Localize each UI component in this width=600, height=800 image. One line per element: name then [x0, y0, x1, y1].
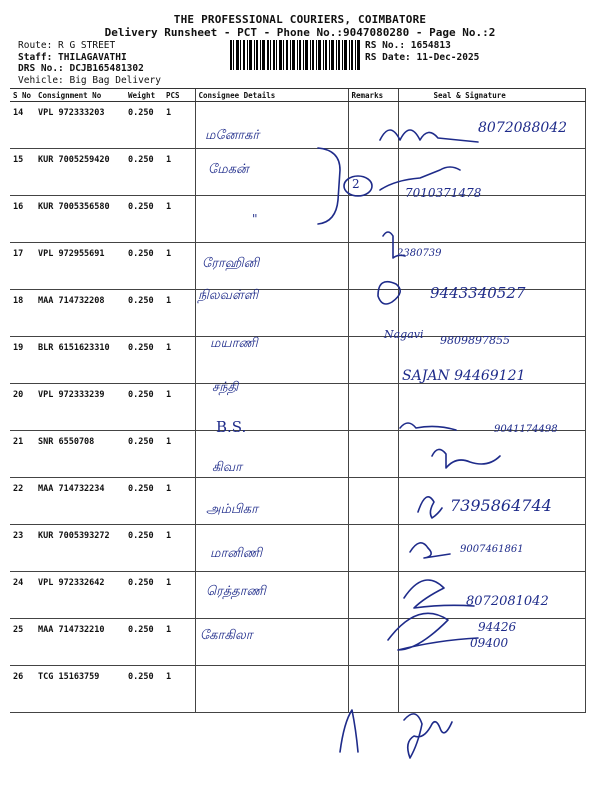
cell-pcs: 1: [163, 619, 195, 666]
cell-sno: 26: [10, 666, 35, 713]
cell-pcs: 1: [163, 572, 195, 619]
cell-sno: 19: [10, 337, 35, 384]
cell-consignee: [195, 666, 348, 713]
cell-pcs: 1: [163, 384, 195, 431]
table-row: [10, 666, 585, 713]
cell-sno: 25: [10, 619, 35, 666]
hw-name-14: மனோகர்: [205, 128, 260, 143]
cell-pcs: 1: [163, 243, 195, 290]
header-left-block: [18, 40, 161, 86]
route-text: Route: R G STREET: [18, 40, 116, 51]
cell-sno: 18: [10, 290, 35, 337]
cell-pcs: 1: [163, 666, 195, 713]
hw-name-18: நிலவள்ளி: [198, 288, 259, 303]
cell-remarks: [348, 196, 398, 243]
hw-phone-21: 9041174498: [494, 424, 558, 435]
hw-name-23: அம்பிகா: [206, 502, 258, 517]
table-row: [10, 431, 585, 478]
col-consignment: Consignment No: [35, 89, 125, 102]
cell-consignment: KUR 7005259420: [35, 149, 125, 196]
company-title: THE PROFESSIONAL COURIERS, COIMBATORE: [173, 13, 427, 26]
cell-pcs: 1: [163, 431, 195, 478]
vehicle-text: Vehicle: Big Bag Delivery: [18, 74, 161, 86]
cell-sno: 14: [10, 102, 35, 149]
hw-name-19: மயாணி: [210, 336, 258, 351]
hw-phone-18: 9443340527: [430, 284, 526, 302]
cell-weight: 0.250: [125, 619, 163, 666]
hw-phone-16: 7010371478: [405, 186, 482, 200]
cell-weight: 0.250: [125, 149, 163, 196]
col-pcs: PCS: [163, 89, 195, 102]
hw-name-17: ரோஹினி: [202, 256, 260, 271]
hw-circle-15: 2: [352, 177, 360, 191]
cell-consignment: TCG 15163759: [35, 666, 125, 713]
hw-name-20: சந்தி: [212, 380, 239, 395]
cell-signature: [398, 666, 585, 713]
hw-phone-17: 2380739: [397, 248, 442, 259]
col-remarks: Remarks: [348, 89, 398, 102]
bottom-signature-1: [340, 710, 358, 752]
cell-pcs: 1: [163, 196, 195, 243]
cell-consignment: MAA 714732210: [35, 619, 125, 666]
hw-name-22: கிவா: [212, 460, 242, 475]
cell-consignment: MAA 714732208: [35, 290, 125, 337]
table-row: [10, 243, 585, 290]
table-header-row: [10, 89, 585, 102]
hw-name-21: B.S.: [216, 418, 247, 436]
cell-remarks: [348, 478, 398, 525]
barcode: [230, 40, 360, 70]
cell-weight: 0.250: [125, 525, 163, 572]
cell-sno: 23: [10, 525, 35, 572]
rs-date: RS Date: 11-Dec-2025: [365, 52, 480, 63]
cell-remarks: [348, 384, 398, 431]
cell-consignment: SNR 6550708: [35, 431, 125, 478]
cell-consignment: VPL 972332642: [35, 572, 125, 619]
hw-name-26: கோகிலா: [200, 628, 253, 643]
cell-sno: 22: [10, 478, 35, 525]
cell-sno: 20: [10, 384, 35, 431]
hw-name-16: ": [252, 212, 258, 226]
cell-pcs: 1: [163, 290, 195, 337]
hw-phone-14: 8072088042: [478, 120, 568, 136]
staff-text: Staff: THILAGAVATHI: [18, 51, 127, 63]
header-right-block: [365, 40, 479, 64]
cell-sno: 17: [10, 243, 35, 290]
cell-remarks: [348, 243, 398, 290]
cell-sno: 16: [10, 196, 35, 243]
cell-weight: 0.250: [125, 666, 163, 713]
hw-name-24: மானிணி: [210, 546, 263, 561]
drs-number: DRS No.: DCJB165481302: [18, 63, 144, 74]
cell-pcs: 1: [163, 102, 195, 149]
hw-phone-26a: 94426: [478, 620, 517, 634]
cell-pcs: 1: [163, 478, 195, 525]
cell-pcs: 1: [163, 149, 195, 196]
cell-weight: 0.250: [125, 431, 163, 478]
hw-name-25: ரெத்தாணி: [206, 584, 266, 599]
cell-consignment: BLR 6151623310: [35, 337, 125, 384]
cell-remarks: [348, 337, 398, 384]
cell-consignment: VPL 972955691: [35, 243, 125, 290]
hw-sig-20: SAJAN 94469121: [402, 368, 526, 384]
cell-remarks: [348, 572, 398, 619]
col-consignee: Consignee Details: [195, 89, 348, 102]
cell-sno: 21: [10, 431, 35, 478]
cell-consignment: VPL 972333203: [35, 102, 125, 149]
rs-number: RS No.: 1654813: [365, 40, 451, 51]
cell-weight: 0.250: [125, 196, 163, 243]
cell-weight: 0.250: [125, 478, 163, 525]
cell-remarks: [348, 102, 398, 149]
hw-phone-24: 9007461861: [460, 544, 524, 555]
cell-weight: 0.250: [125, 102, 163, 149]
table-row: [10, 196, 585, 243]
hw-phone-26b: 09400: [470, 636, 509, 650]
cell-remarks: [348, 619, 398, 666]
cell-remarks: [348, 431, 398, 478]
cell-weight: 0.250: [125, 290, 163, 337]
cell-sno: 24: [10, 572, 35, 619]
cell-remarks: [348, 666, 398, 713]
table-row: [10, 149, 585, 196]
col-weight: Weight: [125, 89, 163, 102]
hw-phone-19: 9809897855: [440, 334, 510, 347]
hw-sig-19: Nagavi: [384, 328, 424, 341]
cell-weight: 0.250: [125, 384, 163, 431]
hw-name-15: மேகன்: [208, 162, 249, 177]
cell-consignment: KUR 7005393272: [35, 525, 125, 572]
cell-signature: [398, 431, 585, 478]
cell-pcs: 1: [163, 337, 195, 384]
bottom-signature-2: [404, 714, 452, 758]
cell-consignment: MAA 714732234: [35, 478, 125, 525]
cell-weight: 0.250: [125, 572, 163, 619]
cell-weight: 0.250: [125, 337, 163, 384]
cell-remarks: [348, 525, 398, 572]
cell-weight: 0.250: [125, 243, 163, 290]
cell-consignment: KUR 7005356580: [35, 196, 125, 243]
cell-consignment: VPL 972333239: [35, 384, 125, 431]
col-sno: S No: [10, 89, 35, 102]
cell-pcs: 1: [163, 525, 195, 572]
runsheet-subtitle: Delivery Runsheet - PCT - Phone No.:9047080280 - Page No.:2: [104, 26, 496, 39]
cell-signature: [398, 196, 585, 243]
hw-phone-23: 7395864744: [450, 496, 552, 515]
col-signature: Seal & Signature: [398, 89, 585, 102]
hw-phone-25: 8072081042: [466, 594, 549, 609]
cell-sno: 15: [10, 149, 35, 196]
cell-consignee: [195, 196, 348, 243]
